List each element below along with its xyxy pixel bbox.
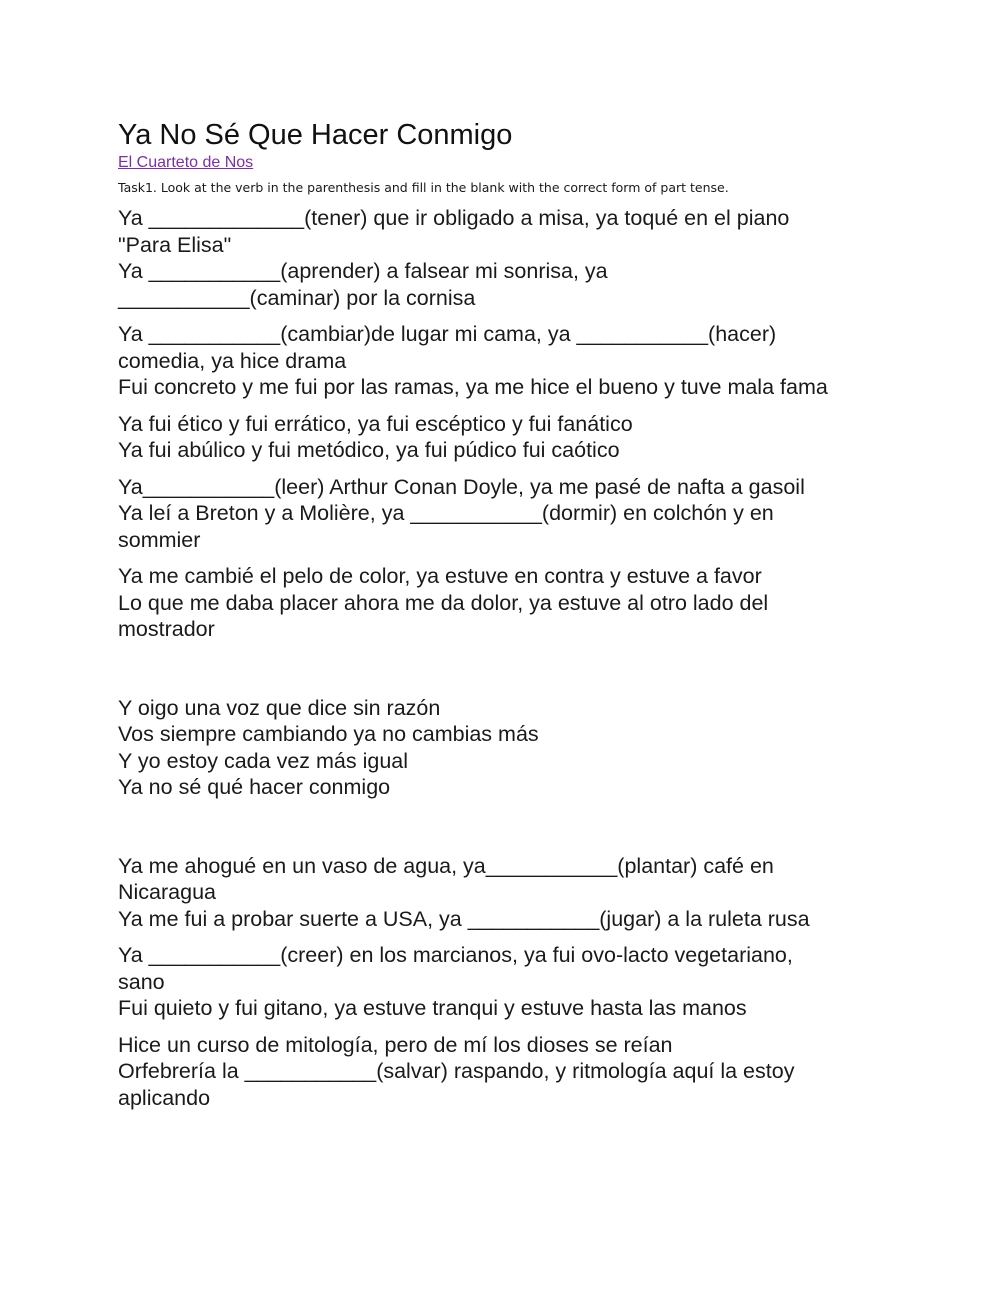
lyric-line: Hice un curso de mitología, pero de mí los dioses se reían [118,1032,673,1057]
lyric-line: Ya me fui a probar suerte a USA, ya ___________(jugar) a la ruleta rusa [118,906,810,931]
stanza-9 [118,1032,958,1112]
worksheet-page [118,118,958,1111]
lyric-line: Ya___________(leer) Arthur Conan Doyle, ya me pasé de nafta a gasoil [118,474,805,499]
task-instructions: Task1. Look at the verb in the parenthesis and fill in the blank with the correct form of part tense. [118,180,729,195]
lyric-line: Vos siempre cambiando ya no cambias más [118,722,539,746]
lyric-line: Ya fui abúlico y fui metódico, ya fui púdico fui caótico [118,438,620,462]
lyric-line: Ya leí a Breton y a Molière, ya ___________(dormir) en colchón y en [118,501,774,525]
stanza-2 [118,321,958,401]
stanza-1 [118,205,958,311]
lyric-line: Lo que me daba placer ahora me da dolor, ya estuve al otro lado del [118,590,769,615]
stanza-5 [118,563,958,643]
lyric-line: Orfebrería la ___________(salvar) raspando, y ritmología aquí la estoy [118,1059,795,1083]
lyric-line: Ya ___________(cambiar)de lugar mi cama, ya ___________(hacer) [118,322,777,346]
lyric-line: sommier [118,527,201,552]
lyric-line: Nicaragua [118,880,216,904]
stanza-8 [118,942,958,1022]
stanza-4 [118,474,958,554]
lyric-line: Y oigo una voz que dice sin razón [118,695,441,720]
lyric-line: Ya fui ético y fui errático, ya fui escéptico y fui fanático [118,411,633,436]
stanza-3 [118,411,958,464]
lyric-line: aplicando [118,1085,211,1110]
chorus [118,695,958,801]
lyric-line: Fui quieto y fui gitano, ya estuve tranqui y estuve hasta las manos [118,996,747,1020]
lyric-line: Y yo estoy cada vez más igual [118,748,409,773]
artist-link[interactable]: El Cuarteto de Nos [118,154,254,171]
stanza-7 [118,853,958,933]
song-title: Ya No Sé Que Hacer Conmigo [118,119,513,151]
lyric-line: ___________(caminar) por la cornisa [118,285,476,310]
lyric-line: Fui concreto y me fui por las ramas, ya me hice el bueno y tuve mala fama [118,375,828,399]
lyric-line: Ya me ahogué en un vaso de agua, ya___________(plantar) café en [118,853,774,878]
lyric-line: Ya _____________(tener) que ir obligado a misa, ya toqué en el piano [118,206,790,230]
lyric-line: Ya ___________(aprender) a falsear mi sonrisa, ya [118,259,608,283]
lyric-line: mostrador [118,617,215,641]
lyric-line: Ya me cambié el pelo de color, ya estuve en contra y estuve a favor [118,564,762,588]
lyric-line: Ya no sé qué hacer conmigo [118,775,391,799]
lyric-line: Ya ___________(creer) en los marcianos, ya fui ovo-lacto vegetariano, [118,943,793,967]
lyric-line: comedia, ya hice drama [118,348,347,373]
lyric-line: sano [118,969,165,994]
lyric-line: "Para Elisa" [118,232,232,257]
